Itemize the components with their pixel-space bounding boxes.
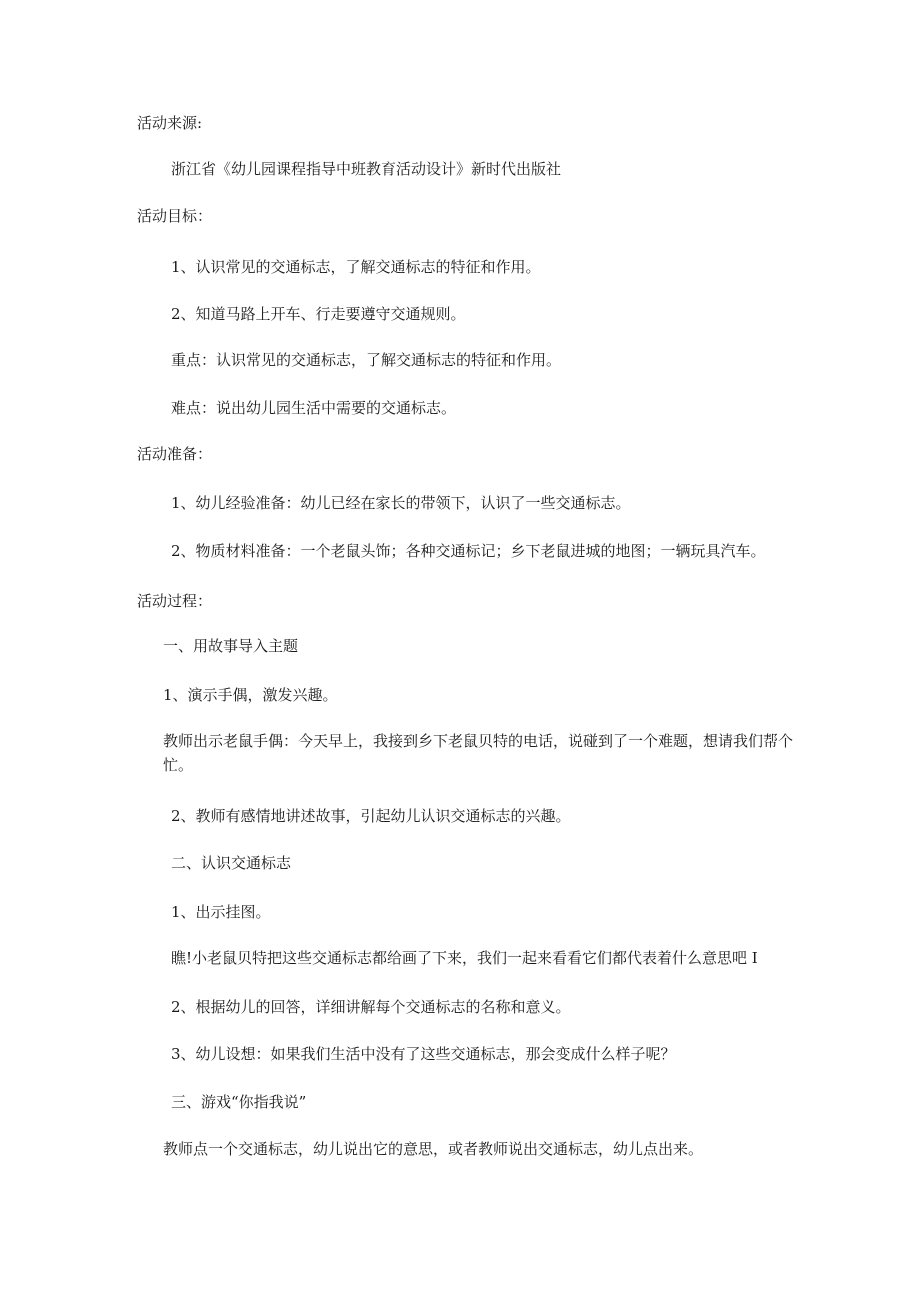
goal-item-2: 2、知道马路上开车、行走要遵守交通规则。 [171, 305, 466, 323]
mouse-prompt: 瞧!小老鼠贝特把这些交通标志都给画了下来，我们一起来看看它们都代表着什么意思吧 I [171, 949, 758, 967]
game-description: 教师点一个交通标志，幼儿说出它的意思，或者教师说出交通标志，幼儿点出来。 [163, 1140, 704, 1158]
process-step-3-heading: 三、游戏“你指我说” [171, 1093, 307, 1111]
teacher-dialogue: 教师出示老鼠手偶：今天早上，我接到乡下老鼠贝特的电话，说碰到了一个难题，想请我们帮个忙。 [163, 732, 794, 774]
process-step-2-item-3: 3、幼儿设想：如果我们生活中没有了这些交通标志，那会变成什么样子呢？ [171, 1045, 676, 1063]
key-point: 重点：认识常见的交通标志，了解交通标志的特征和作用。 [171, 351, 562, 369]
process-step-1-item-1: 1、演示手偶，激发兴趣。 [163, 686, 338, 704]
section-heading-preparation: 活动准备： [137, 445, 213, 463]
process-step-2-item-2: 2、根据幼儿的回答，详细讲解每个交通标志的名称和意义。 [171, 998, 571, 1016]
preparation-item-1: 1、幼儿经验准备：幼儿已经在家长的带领下，认识了一些交通标志。 [171, 494, 631, 512]
process-step-1-heading: 一、用故事导入主题 [163, 637, 299, 655]
section-heading-source: 活动来源: [137, 114, 203, 132]
process-step-2-heading: 二、认识交通标志 [171, 854, 292, 872]
process-step-1-item-2: 2、教师有感情地讲述故事，引起幼儿认识交通标志的兴趣。 [171, 807, 571, 825]
section-heading-process: 活动过程： [137, 592, 213, 610]
process-step-2-item-1: 1、出示挂图。 [171, 903, 271, 921]
source-text: 浙江省《幼儿园课程指导中班教育活动设计》新时代出版社 [171, 160, 562, 178]
goal-item-1: 1、认识常见的交通标志，了解交通标志的特征和作用。 [171, 258, 541, 276]
preparation-item-2: 2、物质材料准备：一个老鼠头饰；各种交通标记；乡下老鼠进城的地图；一辆玩具汽车。 [171, 542, 766, 560]
difficult-point: 难点：说出幼儿园生活中需要的交通标志。 [171, 399, 457, 417]
section-heading-goals: 活动目标： [137, 207, 213, 225]
